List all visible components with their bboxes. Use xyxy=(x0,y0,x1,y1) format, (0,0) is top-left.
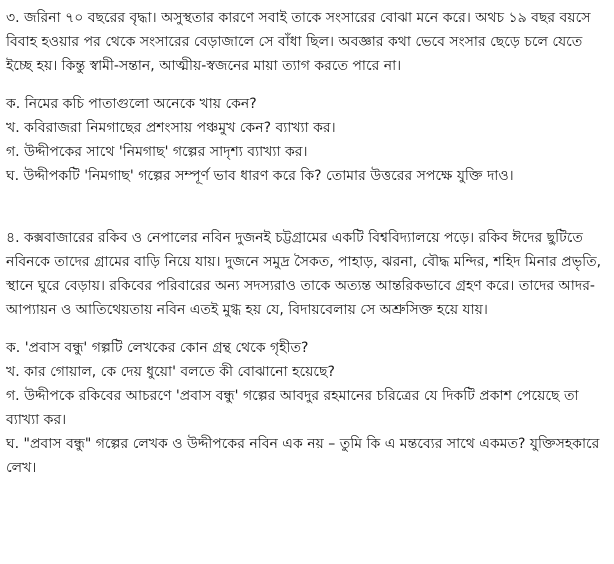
question-3-item-gha: ঘ. উদ্দীপকটি 'নিমগাছ' গল্পের সম্পূর্ণ ভাব ধারণ করে কি? তোমার উত্তরের সপক্ষে যুক্তি দাও। xyxy=(6,168,514,184)
question-4-stimulus: ৪. কক্সবাজারের রকিব ও নেপালের নবিন দুজনই চট্টগ্রামের একটি বিশ্ববিদ্যালয়ে পড়ে। রকিব ঈদের ছুটিতে নবিনকে তাদের গ্রামের বাড়ি নিয়ে যায়। দুজনে সমুদ্র সৈকত, পাহাড়, ঝরনা, বৌদ্ধ মন্দির, শহিদ মিনার প্রভৃতি, স্থানে ঘুরে বেড়ায়। রকিবের পরিবারের অন্য সদস্যরাও তাকে অত্যন্ত আন্তরিকভাবে গ্রহণ করে। তাদের আদর- আপ্যায়ন ও আতিথেয়তায় নবিন এতই মুগ্ধ হয় যে, বিদায়বেলায় সে অশ্রুসিক্ত হয়ে যায়। xyxy=(6,230,602,318)
question-3 xyxy=(6,6,608,188)
question-3-stimulus: ৩. জরিনা ৭০ বছরের বৃদ্ধা। অসুস্থতার কারণে সবাই তাকে সংসারের বোঝা মনে করে। অথচ ১৯ বছর বয়সে বিবাহ হওয়ার পর থেকে সংসারের বেড়াজালে সে বাঁধা ছিল। অবজ্ঞার কথা ভেবে সংসার ছেড়ে চলে যেতে ইচ্ছে হয়। কিন্তু স্বামী-সন্তান, আত্মীয়-স্বজনের মায়া ত্যাগ করতে পারে না। xyxy=(6,10,591,74)
question-4-item-kha: খ. কার গোয়াল, কে দেয় ধুয়ো' বলতে কী বোঝানো হয়েছে? xyxy=(6,364,335,380)
question-3-item-kha: খ. কবিরাজরা নিমগাছের প্রশংসায় পঞ্চমুখ কেন? ব্যাখ্যা কর। xyxy=(6,120,336,136)
question-3-item-ka: ক. নিমের কচি পাতাগুলো অনেকে খায় কেন? xyxy=(6,96,257,112)
question-4-item-ka: ক. 'প্রবাস বন্ধু' গল্পটি লেখকের কোন গ্রন্থ থেকে গৃহীত? xyxy=(6,340,309,356)
question-4-item-ga: গ. উদ্দীপকে রকিবের আচরণে 'প্রবাস বন্ধু' গল্পের আবদুর রহমানের চরিত্রের যে দিকটি প্রকাশ পেয়েছে তা ব্যাখ্যা কর। xyxy=(6,388,579,428)
question-3-items xyxy=(6,92,608,188)
question-4-item-gha: ঘ. "প্রবাস বন্ধু" গল্পের লেখক ও উদ্দীপকের নবিন এক নয় – তুমি কি এ মন্তব্যের সাথে একমত? যুক্তিসহকারে লেখ। xyxy=(6,436,600,476)
question-3-item-ga: গ. উদ্দীপকের সাথে 'নিমগাছ' গল্পের সাদৃশ্য ব্যাখ্যা কর। xyxy=(6,144,308,160)
document-page xyxy=(6,6,608,480)
question-4 xyxy=(6,226,608,480)
question-4-items xyxy=(6,336,608,480)
